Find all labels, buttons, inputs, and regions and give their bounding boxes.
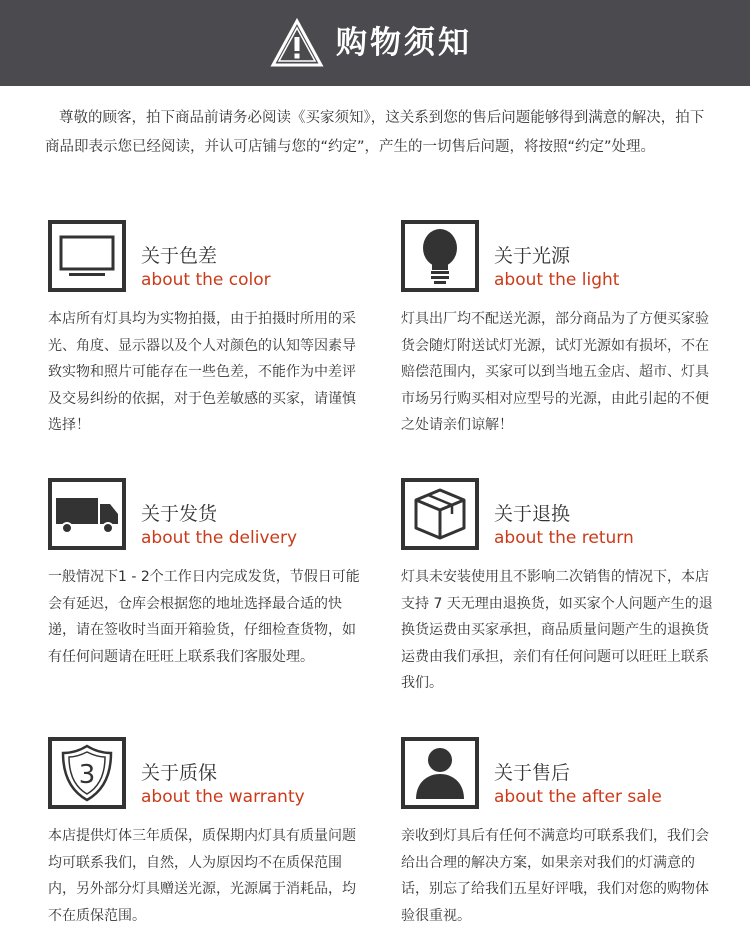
section-after-sale (401, 737, 721, 936)
section-title: 关于退换 (494, 503, 571, 525)
delivery-icon-box (48, 478, 126, 550)
section-body: 灯具出厂均不配送光源，部分商品为了方便买家验货会随灯附送试灯光源，试灯光源如有损坏，不在赔偿范围内，买家可以到当地五金店、超市、灯具市场另行购买相对应型号的光源，由此引起的不便之处请亲们谅解！ (401, 311, 709, 433)
package-box-icon (412, 486, 468, 542)
section-delivery (48, 478, 368, 698)
return-icon-box (401, 478, 479, 550)
section-title: 关于售后 (494, 762, 571, 784)
color-icon-box (48, 220, 126, 292)
section-warranty (48, 737, 368, 936)
shield-number: 3 (78, 760, 96, 790)
section-subtitle: about the after sale (494, 787, 662, 807)
after-sale-icon-box (401, 737, 479, 809)
section-title: 关于质保 (141, 762, 218, 784)
delivery-truck-icon (54, 492, 120, 536)
section-body: 灯具未安装使用且不影响二次销售的情况下，本店支持 7 天无理由退换货，如买家个人问题产生的退换货运费由买家承担，商品质量问题产生的退换货运费由我们承担，亲们有任何问题可以旺旺上联系我们。 (401, 569, 713, 691)
section-subtitle: about the light (494, 270, 620, 290)
user-person-icon (412, 745, 468, 801)
section-subtitle: about the delivery (141, 528, 298, 548)
section-body: 本店提供灯体三年质保，质保期内灯具有质量问题均可联系我们，自然，人为原因均不在质保范围内，另外部分灯具赠送光源，光源属于消耗品，均不在质保范围。 (48, 828, 356, 924)
header-title-group (270, 17, 472, 69)
section-subtitle: about the return (494, 528, 634, 548)
header-banner (0, 0, 750, 86)
section-title: 关于发货 (141, 503, 218, 525)
warning-triangle-icon (270, 18, 324, 68)
section-title: 关于色差 (141, 245, 218, 267)
section-light (401, 220, 721, 440)
light-icon-box (401, 220, 479, 292)
section-body: 本店所有灯具均为实物拍摄，由于拍摄时所用的采光、角度、显示器以及个人对颜色的认知等因素导致实物和照片可能存在一些色差，不能作为中差评及交易纠纷的依据，对于色差敏感的买家，请谨慎选择！ (48, 311, 356, 433)
section-return (401, 478, 721, 698)
section-subtitle: about the warranty (141, 787, 305, 807)
section-color (48, 220, 368, 440)
warranty-icon-box (48, 737, 126, 809)
shield-three-icon (59, 743, 115, 803)
section-subtitle: about the color (141, 270, 271, 290)
section-title: 关于光源 (494, 245, 571, 267)
intro-paragraph: 尊敬的顾客，拍下商品前请务必阅读《买家须知》，这关系到您的售后问题能够得到满意的解决，拍下商品即表示您已经阅读，并认可店铺与您的“约定”，产生的一切售后问题，将按照“约定”处理。 (45, 110, 705, 155)
section-body: 一般情况下1 - 2个工作日内完成发货，节假日可能会有延迟，仓库会根据您的地址选择最合适的快递，请在签收时当面开箱验货，仔细检查货物，如有任何问题请在旺旺上联系我们客服处理。 (48, 569, 360, 665)
page-title: 购物须知 (336, 25, 472, 61)
monitor-icon (57, 231, 117, 281)
section-body: 亲收到灯具后有任何不满意均可联系我们，我们会给出合理的解决方案，如果亲对我们的灯满意的话，别忘了给我们五星好评哦，我们对您的购物体验很重视。 (401, 828, 709, 924)
light-bulb-icon (415, 226, 465, 286)
